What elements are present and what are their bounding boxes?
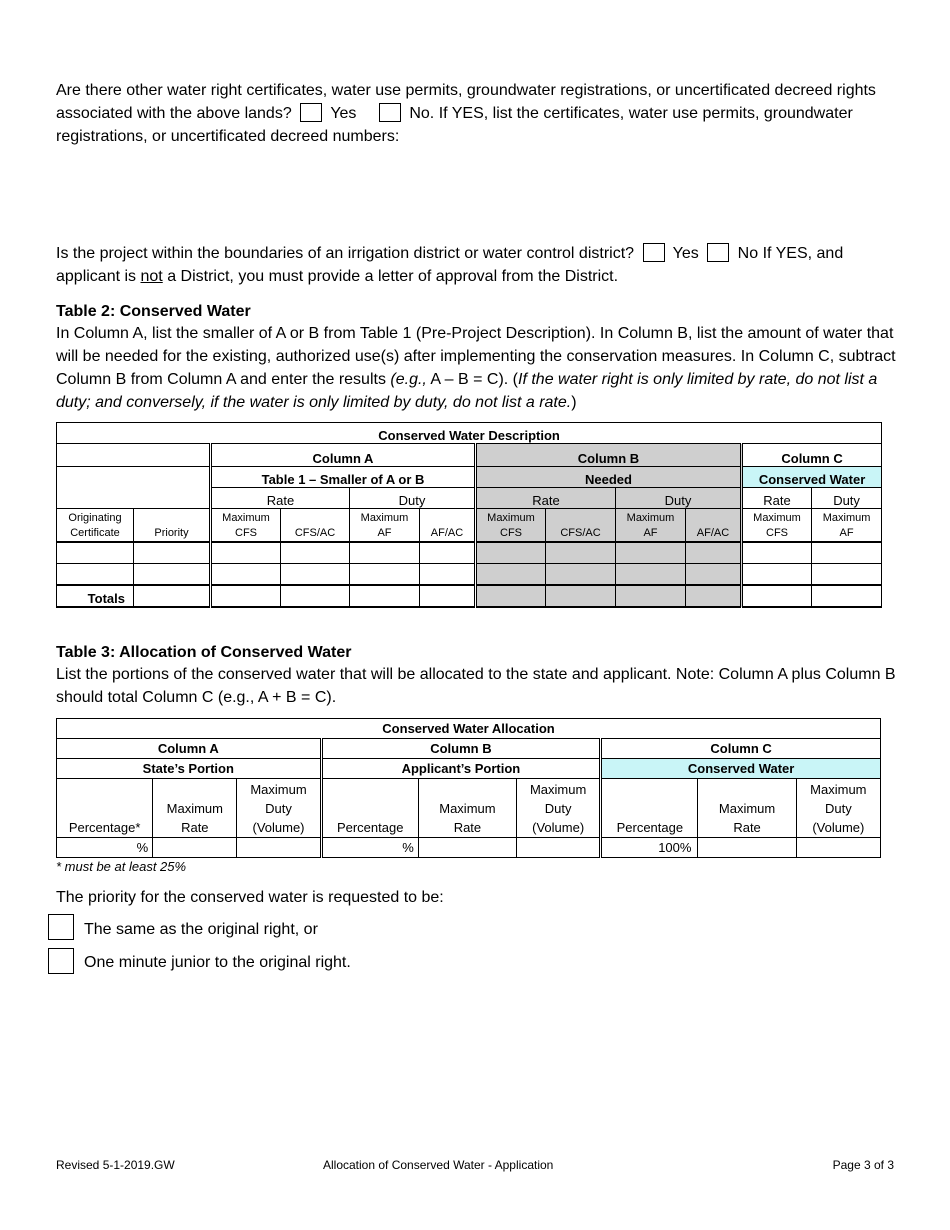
af-label: AF xyxy=(839,527,854,539)
input-cell[interactable] xyxy=(153,838,237,858)
max-label: Maximum xyxy=(810,782,867,797)
orig-line1: Originating xyxy=(68,512,122,524)
table2-column-c-sub: Conserved Water xyxy=(742,467,882,488)
district-no-label: No xyxy=(737,245,759,262)
max-label: Maximum xyxy=(360,512,409,524)
district-text: Is the project within the boundaries of an irrigation district or water control district? xyxy=(56,245,635,262)
table3-a-percentage: Percentage* xyxy=(57,779,153,838)
table2-b-duty: Duty xyxy=(616,488,742,509)
input-cell[interactable] xyxy=(796,838,880,858)
max-label: Maximum xyxy=(487,512,535,524)
table2-column-b-sub: Needed xyxy=(476,467,742,488)
table3-a-max-duty xyxy=(237,779,321,838)
table2-totals-label: Totals xyxy=(57,585,134,607)
table2-b-cfsac: CFS/AC xyxy=(546,509,616,543)
rate-label: Rate xyxy=(453,820,482,835)
table2-column-a-header: Column A xyxy=(211,444,476,467)
table2-c-duty: Duty xyxy=(812,488,882,509)
input-cell[interactable] xyxy=(237,838,321,858)
table3-description: List the portions of the conserved water that will be allocated to the state and applicant. Note: Column A plus Column B should total Column C (e.g., A + B = C). xyxy=(56,666,896,706)
input-cell[interactable] xyxy=(211,585,281,607)
input-cell[interactable] xyxy=(742,542,812,564)
district-not-underlined: not xyxy=(140,268,163,285)
other-rights-text: Are there other water right certificates, water use permits, groundwater registrations, or uncertificated decreed rights associated with the above lands? xyxy=(56,82,876,122)
input-cell[interactable] xyxy=(420,585,476,607)
input-cell[interactable] xyxy=(812,542,882,564)
volume-label: (Volume) xyxy=(812,820,865,835)
input-cell[interactable] xyxy=(350,585,420,607)
table3-c-max-duty xyxy=(796,779,880,838)
table3-conserved-water: Conserved Water xyxy=(601,759,881,779)
table2-desc-2: A – B = C). ( xyxy=(430,371,519,388)
table2-c-rate: Rate xyxy=(742,488,812,509)
input-cell[interactable] xyxy=(57,542,134,564)
table3-c-percent-value: 100% xyxy=(601,838,698,858)
table2-b-max-af xyxy=(616,509,686,543)
table3-column-a-header: Column A xyxy=(57,739,322,759)
input-cell[interactable] xyxy=(134,585,211,607)
table2-blank-header-2 xyxy=(57,467,211,509)
rate-label: Rate xyxy=(733,820,761,835)
max-label: Maximum xyxy=(250,782,307,797)
input-cell[interactable] xyxy=(420,542,476,564)
input-cell[interactable] xyxy=(616,585,686,607)
max-label: Maximum xyxy=(222,512,270,524)
input-cell[interactable] xyxy=(211,564,281,586)
other-rights-yes-checkbox[interactable] xyxy=(300,103,322,122)
table2-desc-1: In Column A, list the smaller of A or B from Table 1 (Pre-Project Description). In Column B, list the amount of water that will be needed for the existing, authorized use(s) after implementing the conservation measures. In Column C, subtract Column B from Column A and enter the results xyxy=(56,325,896,388)
table3-b-percent-input[interactable]: % xyxy=(321,838,418,858)
table2-originating-certificate-header xyxy=(57,509,134,543)
input-cell[interactable] xyxy=(686,564,742,586)
volume-label: (Volume) xyxy=(252,820,305,835)
table2-priority-header: Priority xyxy=(134,509,211,543)
input-cell[interactable] xyxy=(476,542,546,564)
input-cell[interactable] xyxy=(616,564,686,586)
input-cell[interactable] xyxy=(57,564,134,586)
max-label: Maximum xyxy=(529,782,587,797)
table2-b-rate: Rate xyxy=(476,488,616,509)
table2-a-afac: AF/AC xyxy=(420,509,476,543)
table2-a-duty: Duty xyxy=(350,488,476,509)
priority-junior-checkbox[interactable] xyxy=(48,948,74,974)
cfs-label: CFS xyxy=(766,527,788,539)
table3-heading: Table 3: Allocation of Conserved Water xyxy=(56,644,352,661)
table2-desc-eg: (e.g., xyxy=(390,371,427,388)
priority-same-checkbox[interactable] xyxy=(48,914,74,940)
table2-column-b-header: Column B xyxy=(476,444,742,467)
footer-page-number: Page 3 of 3 xyxy=(832,1158,894,1172)
conserved-water-description-table xyxy=(56,422,882,608)
other-rights-no-label: No. If YES, list the certificates, water use permits, groundwater registrations, or uncertificated decreed numbers: xyxy=(56,105,853,145)
max-label: Maximum xyxy=(626,512,675,524)
input-cell[interactable] xyxy=(281,564,350,586)
table3-state-portion: State’s Portion xyxy=(57,759,322,779)
cfs-label: CFS xyxy=(235,527,257,539)
table3-c-max-rate xyxy=(698,779,796,838)
table3-b-percentage: Percentage xyxy=(321,779,418,838)
af-label: AF xyxy=(377,527,392,539)
input-cell[interactable] xyxy=(418,838,516,858)
input-cell[interactable] xyxy=(546,585,616,607)
input-cell[interactable] xyxy=(546,542,616,564)
volume-label: (Volume) xyxy=(532,820,585,835)
table3-applicant-portion: Applicant’s Portion xyxy=(321,759,601,779)
priority-same-label: The same as the original right, or xyxy=(84,921,318,938)
table2-a-max-cfs xyxy=(211,509,281,543)
duty-label: Duty xyxy=(824,801,852,816)
district-text-c: a District, you must provide a letter of approval from the District. xyxy=(167,268,619,285)
input-cell[interactable] xyxy=(134,542,211,564)
input-cell[interactable] xyxy=(476,585,546,607)
cfs-label: CFS xyxy=(500,527,522,539)
rate-label: Rate xyxy=(181,820,209,835)
table2-b-afac: AF/AC xyxy=(686,509,742,543)
input-cell[interactable] xyxy=(686,542,742,564)
max-label: Maximum xyxy=(166,801,223,816)
input-cell[interactable] xyxy=(476,564,546,586)
table2-desc-3: ) xyxy=(571,394,577,411)
table2-a-cfsac: CFS/AC xyxy=(281,509,350,543)
input-cell[interactable] xyxy=(812,564,882,586)
input-cell[interactable] xyxy=(350,542,420,564)
input-cell[interactable] xyxy=(698,838,796,858)
duty-label: Duty xyxy=(544,801,572,816)
input-cell[interactable] xyxy=(420,564,476,586)
table2-title: Conserved Water Description xyxy=(57,423,882,444)
orig-line2: Certificate xyxy=(70,527,120,539)
table2-desc-italic: If the water right is only limited by rate, do not list a duty; and conversely, if the water is only limited by duty, do not list a rate. xyxy=(56,371,878,411)
footer-revision: Revised 5-1-2019.GW xyxy=(56,1158,175,1172)
table3-column-c-header: Column C xyxy=(601,739,881,759)
input-cell[interactable] xyxy=(517,838,601,858)
conserved-water-allocation-table xyxy=(56,718,881,858)
footer-title: Allocation of Conserved Water - Application xyxy=(323,1158,554,1172)
table3-footnote: * must be at least 25% xyxy=(56,859,187,874)
table2-b-max-cfs xyxy=(476,509,546,543)
table3-c-percentage: Percentage xyxy=(601,779,698,838)
table2-totals-row xyxy=(57,585,882,607)
priority-junior-label: One minute junior to the original right. xyxy=(84,954,351,971)
max-label: Maximum xyxy=(439,801,496,816)
table3-row xyxy=(57,838,881,858)
table2-column-c-header: Column C xyxy=(742,444,882,467)
table2-a-max-af xyxy=(350,509,420,543)
district-no-checkbox[interactable] xyxy=(707,243,729,262)
af-label: AF xyxy=(643,527,658,539)
priority-question: The priority for the conserved water is requested to be: xyxy=(56,889,444,906)
table3-a-percent-input[interactable]: % xyxy=(57,838,153,858)
table2-c-max-cfs xyxy=(742,509,812,543)
max-label: Maximum xyxy=(753,512,801,524)
district-yes-label: Yes xyxy=(672,245,699,262)
duty-label: Duty xyxy=(265,801,292,816)
table3-b-max-duty xyxy=(517,779,601,838)
input-cell[interactable] xyxy=(281,585,350,607)
district-text-b: If YES, and applicant is xyxy=(56,245,844,285)
input-cell[interactable] xyxy=(616,542,686,564)
max-label: Maximum xyxy=(718,801,776,816)
district-yes-checkbox[interactable] xyxy=(643,243,665,262)
table3-a-max-rate xyxy=(153,779,237,838)
input-cell[interactable] xyxy=(742,585,812,607)
input-cell[interactable] xyxy=(546,564,616,586)
table2-heading: Table 2: Conserved Water xyxy=(56,303,251,320)
input-cell[interactable] xyxy=(281,542,350,564)
table3-column-b-header: Column B xyxy=(321,739,601,759)
table2-description xyxy=(56,322,901,414)
input-cell[interactable] xyxy=(134,564,211,586)
max-label: Maximum xyxy=(822,512,871,524)
other-rights-yes-label: Yes xyxy=(330,105,357,122)
other-rights-question xyxy=(56,79,901,148)
input-cell[interactable] xyxy=(686,585,742,607)
table2-blank-header-1 xyxy=(57,444,211,467)
table2-a-rate: Rate xyxy=(211,488,350,509)
table3-title: Conserved Water Allocation xyxy=(57,719,881,739)
table2-column-a-sub: Table 1 – Smaller of A or B xyxy=(211,467,476,488)
other-rights-no-checkbox[interactable] xyxy=(379,103,401,122)
input-cell[interactable] xyxy=(350,564,420,586)
table3-b-max-rate xyxy=(418,779,516,838)
district-question xyxy=(56,242,901,288)
input-cell[interactable] xyxy=(211,542,281,564)
table2-row xyxy=(57,542,882,564)
input-cell[interactable] xyxy=(812,585,882,607)
table2-row xyxy=(57,564,882,586)
table2-c-max-af xyxy=(812,509,882,543)
input-cell[interactable] xyxy=(742,564,812,586)
